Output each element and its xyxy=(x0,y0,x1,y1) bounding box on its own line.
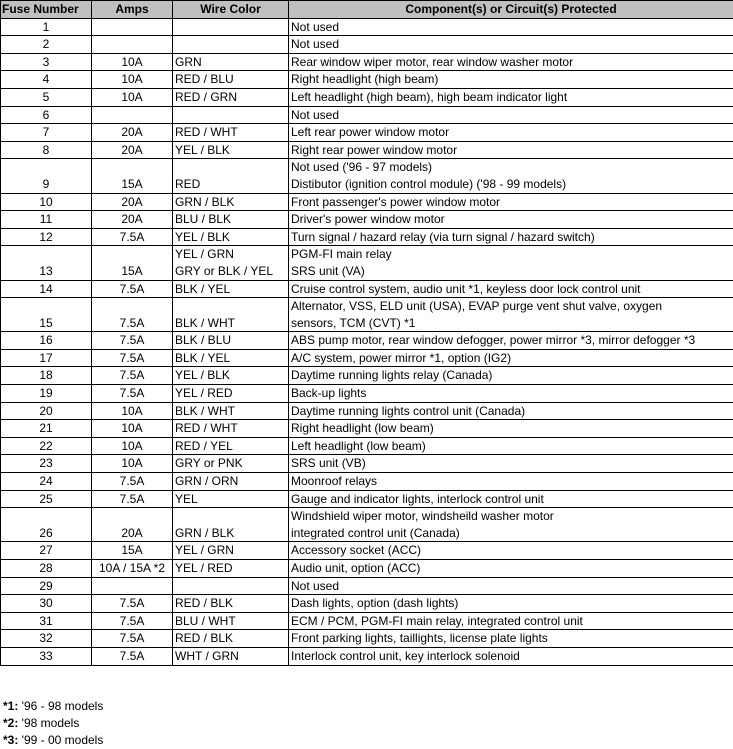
table-row xyxy=(1,630,733,648)
cell-wire-color xyxy=(173,18,289,36)
table-row xyxy=(1,71,733,89)
table-row xyxy=(1,490,733,508)
cell-wire-color-line xyxy=(175,36,286,53)
cell-wire-color xyxy=(173,298,289,332)
cell-wire-color-line: BLK / WHT xyxy=(175,403,236,418)
cell-wire-color xyxy=(173,159,289,193)
cell-wire-color-line: RED / WHT xyxy=(175,421,238,436)
cell-amps xyxy=(92,595,173,613)
cell-component-line: Interlock control unit, key interlock solenoid xyxy=(291,648,520,663)
footnote-mark: *3: xyxy=(3,733,19,747)
cell-fuse-number: 14 xyxy=(1,280,92,298)
cell-wire-color-line: YEL / BLK xyxy=(175,368,230,383)
table-row xyxy=(1,385,733,403)
cell-amps-line: 7.5A xyxy=(119,229,145,244)
table-row xyxy=(1,612,733,630)
cell-fuse-number: 27 xyxy=(1,542,92,560)
cell-component-line: Rear window wiper motor, rear window washer motor xyxy=(291,54,574,69)
cell-component-line: Back-up lights xyxy=(291,386,367,401)
footnotes xyxy=(3,698,103,749)
cell-amps-line: 7.5A xyxy=(119,596,145,611)
cell-component xyxy=(289,332,733,350)
cell-wire-color-line xyxy=(175,107,286,124)
cell-amps-line xyxy=(94,36,170,53)
cell-component xyxy=(289,246,733,280)
cell-component xyxy=(289,612,733,630)
cell-wire-color-line: GRY or PNK xyxy=(175,456,243,471)
cell-wire-color-line: RED / YEL xyxy=(175,438,233,453)
header-fuse-number: Fuse Number xyxy=(1,1,92,19)
cell-wire-color xyxy=(173,53,289,71)
table-row xyxy=(1,332,733,350)
cell-amps-line: 20A xyxy=(121,212,143,227)
cell-component-line: Distibutor (ignition control module) ('98 - 99 models) xyxy=(291,176,567,191)
cell-wire-color-line xyxy=(175,159,286,176)
cell-component xyxy=(289,420,733,438)
cell-amps-line: 7.5A xyxy=(119,315,145,330)
cell-fuse-number: 30 xyxy=(1,595,92,613)
cell-amps-line: 7.5A xyxy=(119,613,145,628)
cell-fuse-number: 11 xyxy=(1,211,92,229)
table-row xyxy=(1,508,733,542)
table-row xyxy=(1,246,733,280)
cell-component-line: A/C system, power mirror *1, option (IG2) xyxy=(291,350,512,365)
cell-component xyxy=(289,228,733,246)
cell-wire-color xyxy=(173,71,289,89)
cell-wire-color-line: RED / BLK xyxy=(175,631,234,646)
cell-wire-color-line: GRN / BLK xyxy=(175,525,235,540)
table-row xyxy=(1,420,733,438)
cell-wire-color xyxy=(173,349,289,367)
cell-amps-line: 20A xyxy=(121,125,143,140)
footnote xyxy=(3,698,103,715)
cell-component-line: Cruise control system, audio unit *1, keyless door lock control unit xyxy=(291,281,641,296)
cell-wire-color xyxy=(173,332,289,350)
cell-amps-line: 15A xyxy=(121,176,143,191)
cell-wire-color-line: BLK / YEL xyxy=(175,350,231,365)
cell-component xyxy=(289,508,733,542)
cell-fuse-number: 5 xyxy=(1,88,92,106)
cell-amps-line: 7.5A xyxy=(119,281,145,296)
cell-wire-color xyxy=(173,228,289,246)
cell-amps-line xyxy=(94,19,170,36)
table-row xyxy=(1,298,733,332)
cell-fuse-number: 12 xyxy=(1,228,92,246)
table-row xyxy=(1,193,733,211)
cell-fuse-number: 15 xyxy=(1,298,92,332)
cell-component xyxy=(289,542,733,560)
table-row xyxy=(1,228,733,246)
cell-wire-color-line: YEL xyxy=(175,491,198,506)
cell-component-line: Daytime running lights control unit (Canada) xyxy=(291,403,526,418)
cell-wire-color xyxy=(173,455,289,473)
cell-wire-color-line: BLK / BLU xyxy=(175,333,232,348)
table-header-row xyxy=(1,1,733,19)
cell-fuse-number: 1 xyxy=(1,18,92,36)
footnote-text: '98 models xyxy=(18,716,80,730)
table-row xyxy=(1,437,733,455)
cell-amps xyxy=(92,385,173,403)
cell-component-line: SRS unit (VB) xyxy=(291,456,366,471)
cell-component xyxy=(289,18,733,36)
cell-amps-line: 10A xyxy=(121,438,143,453)
table-row xyxy=(1,542,733,560)
cell-component xyxy=(289,367,733,385)
cell-amps xyxy=(92,473,173,491)
cell-amps xyxy=(92,18,173,36)
cell-component-line: Left rear power window motor xyxy=(291,125,450,140)
table-row xyxy=(1,36,733,54)
cell-component xyxy=(289,490,733,508)
cell-component xyxy=(289,647,733,665)
cell-amps-line: 10A xyxy=(121,54,143,69)
cell-amps xyxy=(92,141,173,159)
cell-amps xyxy=(92,367,173,385)
cell-component-line: Dash lights, option (dash lights) xyxy=(291,596,459,611)
cell-wire-color xyxy=(173,595,289,613)
cell-component-line: Alternator, VSS, ELD unit (USA), EVAP purge vent shut valve, oxygen xyxy=(291,299,663,314)
cell-wire-color xyxy=(173,246,289,280)
cell-wire-color-line: YEL / RED xyxy=(175,386,233,401)
table-row xyxy=(1,560,733,578)
cell-amps-line: 10A xyxy=(121,72,143,87)
cell-component-line: Driver's power window motor xyxy=(291,212,445,227)
cell-component xyxy=(289,577,733,595)
cell-component-line: Not used xyxy=(291,37,340,52)
cell-component xyxy=(289,473,733,491)
cell-component-line: Right headlight (high beam) xyxy=(291,72,439,87)
cell-wire-color-line: BLU / BLK xyxy=(175,212,232,227)
table-row xyxy=(1,595,733,613)
cell-component-line: Left headlight (low beam) xyxy=(291,438,426,453)
cell-wire-color-line: GRN / ORN xyxy=(175,474,239,489)
cell-fuse-number: 18 xyxy=(1,367,92,385)
cell-amps-line xyxy=(94,107,170,124)
cell-fuse-number: 33 xyxy=(1,647,92,665)
cell-wire-color xyxy=(173,437,289,455)
cell-fuse-number: 23 xyxy=(1,455,92,473)
cell-wire-color xyxy=(173,560,289,578)
cell-amps xyxy=(92,228,173,246)
table-row xyxy=(1,367,733,385)
cell-wire-color-line: RED / GRN xyxy=(175,89,238,104)
cell-wire-color xyxy=(173,473,289,491)
cell-wire-color xyxy=(173,630,289,648)
cell-component-line: Left headlight (high beam), high beam indicator light xyxy=(291,89,568,104)
cell-wire-color xyxy=(173,577,289,595)
cell-component-line: SRS unit (VA) xyxy=(291,263,365,278)
cell-amps xyxy=(92,455,173,473)
cell-wire-color xyxy=(173,647,289,665)
footnote-mark: *1: xyxy=(3,699,19,713)
cell-fuse-number: 26 xyxy=(1,508,92,542)
cell-fuse-number: 32 xyxy=(1,630,92,648)
cell-component xyxy=(289,437,733,455)
cell-amps-line: 10A xyxy=(121,421,143,436)
cell-fuse-number: 3 xyxy=(1,53,92,71)
cell-component-line: Gauge and indicator lights, interlock control unit xyxy=(291,491,544,506)
cell-amps xyxy=(92,211,173,229)
cell-component-line: ABS pump motor, rear window defogger, power mirror *3, mirror defogger *3 xyxy=(291,333,696,348)
cell-wire-color xyxy=(173,367,289,385)
cell-amps xyxy=(92,349,173,367)
cell-component-line: PGM-FI main relay xyxy=(291,247,392,262)
cell-wire-color xyxy=(173,88,289,106)
cell-amps-line: 15A xyxy=(121,543,143,558)
cell-component-line: Audio unit, option (ACC) xyxy=(291,561,421,575)
cell-fuse-number: 31 xyxy=(1,612,92,630)
cell-component-line: ECM / PCM, PGM-FI main relay, integrated control unit xyxy=(291,613,583,628)
cell-fuse-number: 2 xyxy=(1,36,92,54)
cell-amps xyxy=(92,612,173,630)
table-row xyxy=(1,53,733,71)
cell-component-line: Windshield wiper motor, windsheild washer motor xyxy=(291,509,554,524)
cell-component xyxy=(289,36,733,54)
cell-amps xyxy=(92,630,173,648)
cell-amps-line xyxy=(94,159,170,176)
cell-wire-color-line xyxy=(175,19,286,36)
table-row xyxy=(1,106,733,124)
cell-amps xyxy=(92,36,173,54)
cell-component-line: Daytime running lights relay (Canada) xyxy=(291,368,493,383)
cell-wire-color-line: RED / BLU xyxy=(175,72,234,87)
cell-wire-color xyxy=(173,106,289,124)
cell-fuse-number: 8 xyxy=(1,141,92,159)
cell-component-line: Front passenger's power window motor xyxy=(291,194,501,209)
cell-amps-line: 10A xyxy=(121,456,143,471)
cell-fuse-number: 20 xyxy=(1,402,92,420)
cell-component-line: Right headlight (low beam) xyxy=(291,421,434,436)
cell-amps xyxy=(92,193,173,211)
cell-component-line: Moonroof relays xyxy=(291,474,378,489)
cell-amps-line: 7.5A xyxy=(119,474,145,489)
cell-component-line: Front parking lights, taillights, license plate lights xyxy=(291,631,548,646)
cell-wire-color-line: RED xyxy=(175,176,201,191)
cell-wire-color-line: GRN xyxy=(175,54,202,69)
cell-wire-color xyxy=(173,280,289,298)
cell-amps xyxy=(92,124,173,142)
table-row xyxy=(1,88,733,106)
cell-fuse-number: 25 xyxy=(1,490,92,508)
cell-component xyxy=(289,298,733,332)
cell-amps xyxy=(92,647,173,665)
cell-component-line: Turn signal / hazard relay (via turn signal / hazard switch) xyxy=(291,229,595,244)
cell-component-line: Not used xyxy=(291,107,340,122)
cell-wire-color xyxy=(173,490,289,508)
cell-amps-line: 7.5A xyxy=(119,648,145,663)
cell-wire-color-line: YEL / BLK xyxy=(175,229,230,244)
cell-amps xyxy=(92,560,173,578)
cell-wire-color xyxy=(173,612,289,630)
footnote-text: '99 - 00 models xyxy=(18,733,104,747)
table-row xyxy=(1,18,733,36)
cell-wire-color-line: RED / BLK xyxy=(175,596,234,611)
cell-wire-color-line: BLU / WHT xyxy=(175,613,236,628)
cell-wire-color-line: YEL / GRN xyxy=(175,247,234,262)
cell-fuse-number: 9 xyxy=(1,159,92,193)
cell-amps xyxy=(92,280,173,298)
cell-component xyxy=(289,124,733,142)
footnote-text: '96 - 98 models xyxy=(18,699,104,713)
cell-fuse-number: 4 xyxy=(1,71,92,89)
cell-amps-line: 7.5A xyxy=(119,386,145,401)
cell-component-line: integrated control unit (Canada) xyxy=(291,525,460,540)
cell-component xyxy=(289,595,733,613)
cell-amps-line: 10A xyxy=(121,89,143,104)
cell-component xyxy=(289,71,733,89)
table-row xyxy=(1,280,733,298)
table-row xyxy=(1,473,733,491)
cell-component xyxy=(289,560,733,578)
cell-wire-color xyxy=(173,420,289,438)
cell-amps-line xyxy=(94,578,170,595)
cell-amps xyxy=(92,490,173,508)
cell-amps-line: 10A xyxy=(121,403,143,418)
cell-component-line: sensors, TCM (CVT) *1 xyxy=(291,315,416,330)
cell-wire-color xyxy=(173,542,289,560)
table-row xyxy=(1,349,733,367)
table-row xyxy=(1,159,733,193)
cell-wire-color-line: BLK / WHT xyxy=(175,315,236,330)
table-row xyxy=(1,455,733,473)
cell-wire-color-line: WHT / GRN xyxy=(175,648,239,663)
cell-component xyxy=(289,455,733,473)
cell-amps xyxy=(92,420,173,438)
cell-wire-color xyxy=(173,193,289,211)
cell-wire-color xyxy=(173,508,289,542)
cell-component-line: Right rear power window motor xyxy=(291,142,458,157)
cell-amps xyxy=(92,159,173,193)
cell-component xyxy=(289,280,733,298)
cell-amps-line: 10A / 15A *2 xyxy=(98,561,166,575)
cell-amps xyxy=(92,246,173,280)
cell-fuse-number: 17 xyxy=(1,349,92,367)
cell-wire-color-line: BLK / YEL xyxy=(175,281,231,296)
cell-wire-color-line: YEL / RED xyxy=(175,561,233,575)
cell-component xyxy=(289,159,733,193)
cell-amps-line: 20A xyxy=(121,142,143,157)
cell-amps-line: 15A xyxy=(121,263,143,278)
cell-amps xyxy=(92,332,173,350)
cell-wire-color xyxy=(173,36,289,54)
cell-amps-line: 20A xyxy=(121,194,143,209)
header-amps: Amps xyxy=(92,1,173,19)
cell-component xyxy=(289,88,733,106)
table-row xyxy=(1,124,733,142)
cell-component-line: Not used xyxy=(291,19,340,34)
header-component: Component(s) or Circuit(s) Protected xyxy=(289,1,733,19)
cell-wire-color-line: YEL / BLK xyxy=(175,142,230,157)
footnote xyxy=(3,732,103,749)
cell-component xyxy=(289,141,733,159)
cell-fuse-number: 28 xyxy=(1,560,92,578)
cell-wire-color-line: GRN / BLK xyxy=(175,194,235,209)
cell-fuse-number: 22 xyxy=(1,437,92,455)
cell-amps xyxy=(92,298,173,332)
cell-wire-color xyxy=(173,385,289,403)
cell-amps-line: 7.5A xyxy=(119,333,145,348)
cell-amps xyxy=(92,542,173,560)
cell-component xyxy=(289,53,733,71)
table-row xyxy=(1,211,733,229)
cell-amps xyxy=(92,71,173,89)
table-row xyxy=(1,141,733,159)
cell-component xyxy=(289,402,733,420)
table-row xyxy=(1,577,733,595)
cell-amps xyxy=(92,53,173,71)
cell-wire-color-line: YEL / GRN xyxy=(175,543,234,558)
cell-amps-line: 7.5A xyxy=(119,491,145,506)
cell-fuse-number: 29 xyxy=(1,577,92,595)
cell-amps xyxy=(92,88,173,106)
cell-fuse-number: 16 xyxy=(1,332,92,350)
table-row xyxy=(1,647,733,665)
cell-wire-color xyxy=(173,124,289,142)
cell-wire-color-line: GRY or BLK / YEL xyxy=(175,263,274,278)
cell-amps-line: 7.5A xyxy=(119,631,145,646)
table-row xyxy=(1,402,733,420)
footnote xyxy=(3,715,103,732)
cell-component xyxy=(289,630,733,648)
cell-fuse-number: 24 xyxy=(1,473,92,491)
cell-component xyxy=(289,349,733,367)
cell-fuse-number: 13 xyxy=(1,246,92,280)
cell-amps-line: 20A xyxy=(121,525,143,540)
header-wire-color: Wire Color xyxy=(173,1,289,19)
cell-wire-color xyxy=(173,402,289,420)
cell-component xyxy=(289,211,733,229)
cell-component xyxy=(289,193,733,211)
cell-amps-line: 7.5A xyxy=(119,350,145,365)
cell-component xyxy=(289,385,733,403)
cell-amps xyxy=(92,402,173,420)
table-body xyxy=(1,18,733,665)
footnote-mark: *2: xyxy=(3,716,19,730)
cell-fuse-number: 21 xyxy=(1,420,92,438)
cell-wire-color-line: RED / WHT xyxy=(175,125,238,140)
cell-amps xyxy=(92,508,173,542)
cell-component-line: Not used ('96 - 97 models) xyxy=(291,160,433,175)
cell-component-line: Not used xyxy=(291,578,340,593)
cell-amps xyxy=(92,577,173,595)
cell-component-line: Accessory socket (ACC) xyxy=(291,543,422,558)
cell-component xyxy=(289,106,733,124)
cell-amps-line: 7.5A xyxy=(119,368,145,383)
cell-fuse-number: 10 xyxy=(1,193,92,211)
cell-amps xyxy=(92,106,173,124)
cell-fuse-number: 7 xyxy=(1,124,92,142)
cell-amps xyxy=(92,437,173,455)
cell-wire-color xyxy=(173,141,289,159)
cell-wire-color-line xyxy=(175,578,286,595)
cell-fuse-number: 19 xyxy=(1,385,92,403)
cell-wire-color xyxy=(173,211,289,229)
cell-fuse-number: 6 xyxy=(1,106,92,124)
